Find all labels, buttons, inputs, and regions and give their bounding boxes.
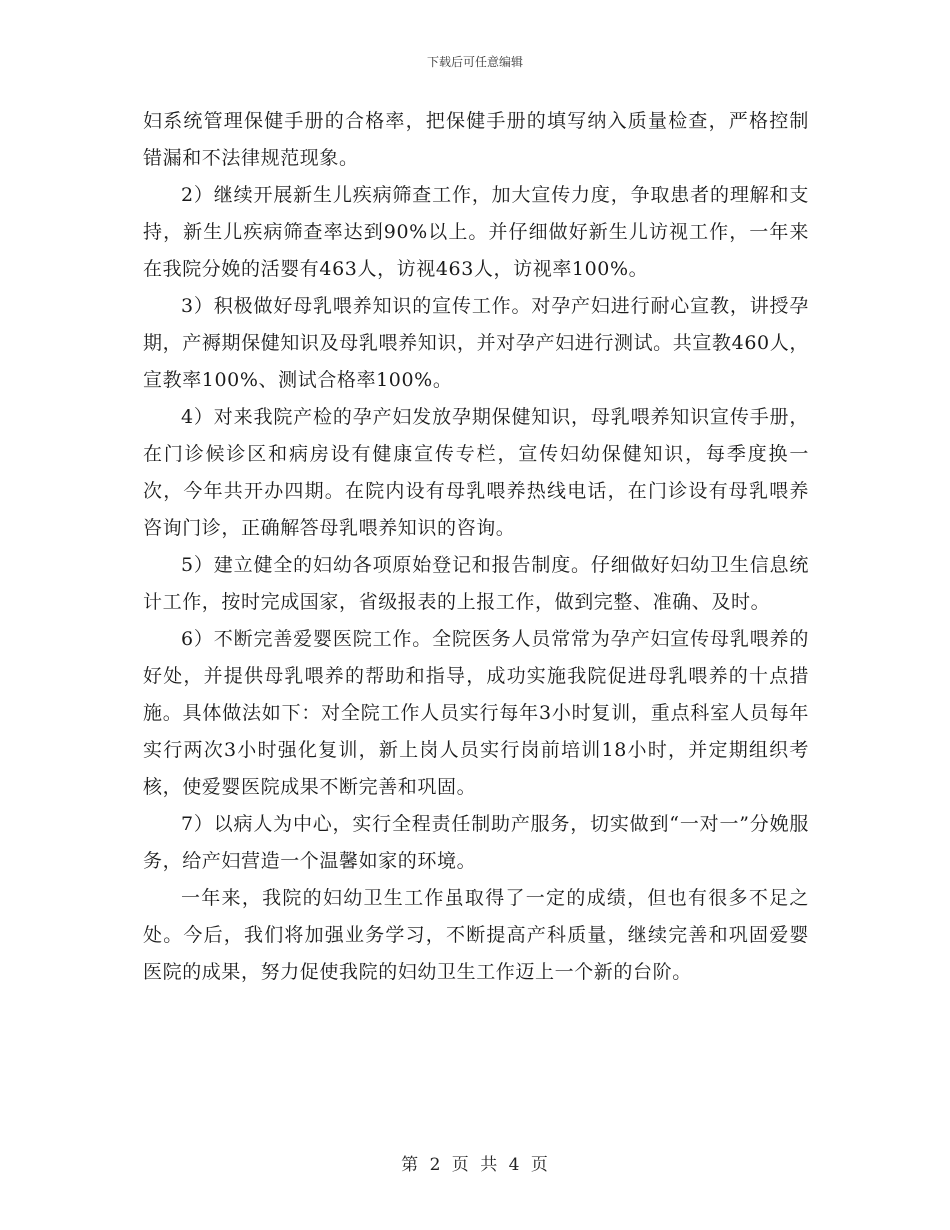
paragraph-item-3: 3）积极做好母乳喂养知识的宣传工作。对孕产妇进行耐心宣教，讲授孕期，产褥期保健知识及母乳喂养知识，并对孕产妇进行测试。共宣教460人，宣教率100%、测试合格率100%。 [143, 295, 809, 391]
paragraph-conclusion: 一年来，我院的妇幼卫生工作虽取得了一定的成绩，但也有很多不足之处。今后，我们将加强业务学习，不断提高产科质量，继续完善和巩固爱婴医院的成果，努力促使我院的妇幼卫生工作迈上一个新的台阶。 [143, 887, 809, 983]
document-body [143, 103, 809, 991]
paragraph-item-5: 5）建立健全的妇幼各项原始登记和报告制度。仔细做好妇幼卫生信息统计工作，按时完成国家，省级报表的上报工作，做到完整、准确、及时。 [143, 554, 809, 613]
footer-prefix: 第 [401, 1155, 420, 1175]
paragraph-item-6: 6）不断完善爱婴医院工作。全院医务人员常常为孕产妇宣传母乳喂养的好处，并提供母乳喂养的帮助和指导，成功实施我院促进母乳喂养的十点措施。具体做法如下：对全院工作人员实行每年3小时复训，重点科室人员每年实行两次3小时强化复训，新上岗人员实行岗前培训18小时，并定期组织考核，使爱婴医院成果不断完善和巩固。 [143, 628, 809, 798]
footer-page-word: 页 [451, 1155, 470, 1175]
footer-total-pages: 4 [508, 1155, 521, 1175]
paragraph-continuation: 妇系统管理保健手册的合格率，把保健手册的填写纳入质量检查，严格控制错漏和不法律规范现象。 [143, 110, 809, 169]
footer-suffix: 页 [530, 1155, 549, 1175]
page-footer [0, 1150, 950, 1175]
paragraph-item-7: 7）以病人为中心，实行全程责任制助产服务，切实做到“一对一”分娩服务，给产妇营造一个温馨如家的环境。 [143, 813, 809, 872]
paragraph-item-4: 4）对来我院产检的孕产妇发放孕期保健知识，母乳喂养知识宣传手册，在门诊候诊区和病房设有健康宣传专栏，宣传妇幼保健知识，每季度换一次，今年共开办四期。在院内设有母乳喂养热线电话，在门诊设有母乳喂养咨询门诊，正确解答母乳喂养知识的咨询。 [143, 406, 809, 539]
paragraph-item-2: 2）继续开展新生儿疾病筛查工作，加大宣传力度，争取患者的理解和支持，新生儿疾病筛查率达到90%以上。并仔细做好新生儿访视工作，一年来在我院分娩的活婴有463人，访视463人，访视率100%。 [143, 184, 809, 280]
footer-page-number: 2 [429, 1155, 442, 1175]
footer-total-word: 共 [480, 1155, 499, 1175]
page-header: 下载后可任意编辑 [426, 55, 523, 69]
